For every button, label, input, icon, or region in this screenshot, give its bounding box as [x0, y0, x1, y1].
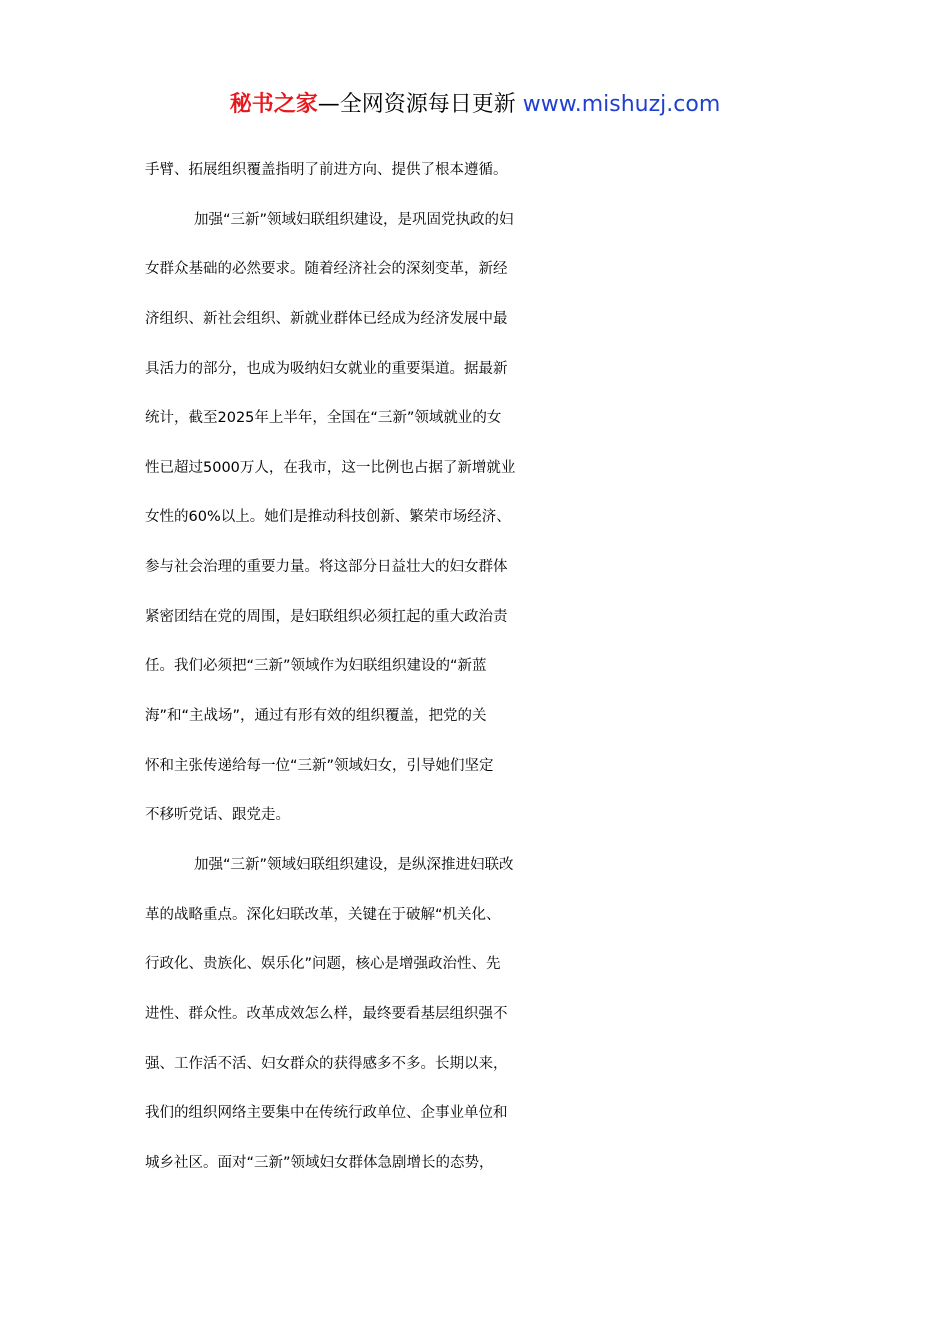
text-line: 不移听党话、跟党走。: [145, 807, 290, 824]
text-line: 我们的组织网络主要集中在传统行政单位、企事业单位和: [145, 1105, 508, 1122]
site-url-link[interactable]: www.mishuzj.com: [522, 92, 721, 117]
text-line: 性已超过5000万人，在我市，这一比例也占据了新增就业: [145, 459, 516, 476]
text-line: 女群众基础的必然要求。随着经济社会的深刻变革，新经: [145, 261, 508, 278]
site-header: [0, 88, 950, 122]
text-line: 济组织、新社会组织、新就业群体已经成为经济发展中最: [145, 310, 508, 327]
text-line: 参与社会治理的重要力量。将这部分日益壮大的妇女群体: [145, 559, 508, 576]
text-line: 强、工作活不活、妇女群众的获得感多不多。长期以来，: [145, 1055, 508, 1072]
text-line: 手臂、拓展组织覆盖指明了前进方向、提供了根本遵循。: [145, 162, 508, 178]
text-line: 统计，截至2025年上半年，全国在“三新”领域就业的女: [145, 410, 502, 427]
text-line: 行政化、贵族化、娱乐化”问题，核心是增强政治性、先: [145, 956, 501, 973]
header-tagline: —全网资源每日更新: [317, 92, 516, 117]
text-line: 紧密团结在党的周围，是妇联组织必须扛起的重大政治责: [145, 608, 508, 625]
text-line: 女性的60%以上。她们是推动科技创新、繁荣市场经济、: [145, 509, 511, 526]
paragraph-first-line: 加强“三新”领域妇联组织建设，是巩固党执政的妇: [194, 211, 514, 228]
text-line: 革的战略重点。深化妇联改革，关键在于破解“机关化、: [145, 906, 501, 923]
text-line: 海”和“主战场”，通过有形有效的组织覆盖，把党的关: [145, 708, 487, 725]
text-line: 进性、群众性。改革成效怎么样，最终要看基层组织强不: [145, 1005, 508, 1022]
paragraph-first-line: 加强“三新”领域妇联组织建设，是纵深推进妇联改: [194, 856, 514, 873]
text-line: 任。我们必须把“三新”领域作为妇联组织建设的“新蓝: [145, 658, 487, 675]
document-body: [145, 146, 815, 1188]
text-line: 城乡社区。面对“三新”领域妇女群体急剧增长的态势，: [145, 1154, 494, 1171]
text-line: 具活力的部分，也成为吸纳妇女就业的重要渠道。据最新: [145, 360, 508, 377]
text-line: 怀和主张传递给每一位“三新”领域妇女，引导她们坚定: [145, 757, 494, 774]
brand-name: 秘书之家: [229, 92, 318, 117]
